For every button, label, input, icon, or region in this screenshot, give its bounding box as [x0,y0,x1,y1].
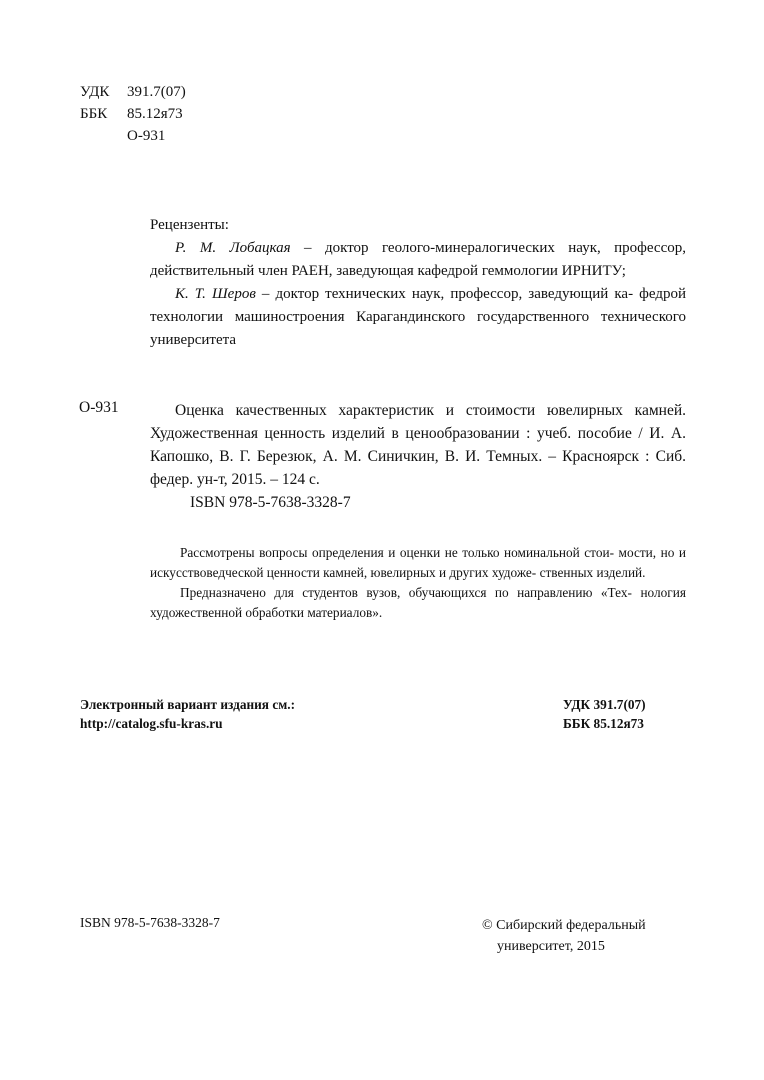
reviewer-2-name: К. Т. Шеров [175,286,256,302]
reviewer-1-line-1: – доктор геолого-минералогических наук, профессор, [290,240,686,256]
reviewer-2-line-3: технического университета [150,309,686,348]
biblio-record [150,399,686,514]
bbk-label: ББК [80,106,108,122]
reviewer-2-line-1: – доктор технических наук, профессор, заведующий ка- [255,286,634,302]
electronic-url-link[interactable]: http://catalog.sfu-kras.ru [80,716,223,731]
electronic-label: Электронный вариант издания см.: [80,697,296,712]
copyright-line-1: © Сибирский федеральный [482,918,646,933]
annotation-block [150,543,686,623]
annotation-1-line-1: Рассмотрены вопросы определения и оценки не только номинальной стои- [180,545,615,560]
copyright-line-2: университет, 2015 [497,939,605,954]
annotation-paragraph-2 [150,583,686,623]
biblio-line-2: камней. Художественная ценность изделий в ценообразовании : [150,402,687,442]
copyright-block [482,915,646,957]
udk-label: УДК [80,84,110,100]
annotation-2-line-1: Предназначено для студентов вузов, обучающихся по направлению «Тех- [180,585,632,600]
biblio-description [150,399,686,491]
biblio-isbn: ISBN 978-5-7638-3328-7 [190,494,351,511]
annotation-1-line-2: мости, но и искусствоведческой ценности камней, ювелирных и других художе- [150,545,687,580]
electronic-classification [563,695,646,733]
bbk-value: 85.12я73 [127,106,183,122]
reviewer-2-line-2: федрой технологии машиностроения Карагандинского государственного [150,286,686,325]
reviewer-1 [150,237,686,283]
reviewer-1-line-2: действительный член РАЕН, заведующая кафедрой геммологии ИРНИТУ; [150,263,626,279]
annotation-2-line-2: нология художественной обработки материалов». [150,585,686,620]
biblio-line-1: Оценка качественных характеристик и стоимости ювелирных [175,402,623,419]
annotation-1-line-3: ственных изделий. [539,565,646,580]
reviewers-heading: Рецензенты: [150,217,229,233]
udk-value: 391.7(07) [127,84,186,100]
reviewers-block [150,214,686,352]
biblio-line-4: В. И. Темных. – Красноярск : Сиб. федер. ун-т, 2015. – 124 с. [150,448,687,488]
electronic-edition [80,695,295,733]
reviewer-1-name: Р. М. Лобацкая [175,240,291,256]
bbk-row [80,103,186,125]
biblio-code: О-931 [79,399,119,416]
author-mark: О-931 [127,128,166,144]
classification-block [80,81,186,147]
electronic-bbk: ББК 85.12я73 [563,716,644,731]
reviewer-2 [150,283,686,352]
electronic-udk: УДК 391.7(07) [563,697,646,712]
annotation-paragraph-1 [150,543,686,583]
footer-isbn: ISBN 978-5-7638-3328-7 [80,915,220,930]
udk-row [80,81,186,103]
biblio-line-3: учеб. пособие / И. А. Капошко, В. Г. Березюк, А. М. Синичкин, [150,425,686,465]
